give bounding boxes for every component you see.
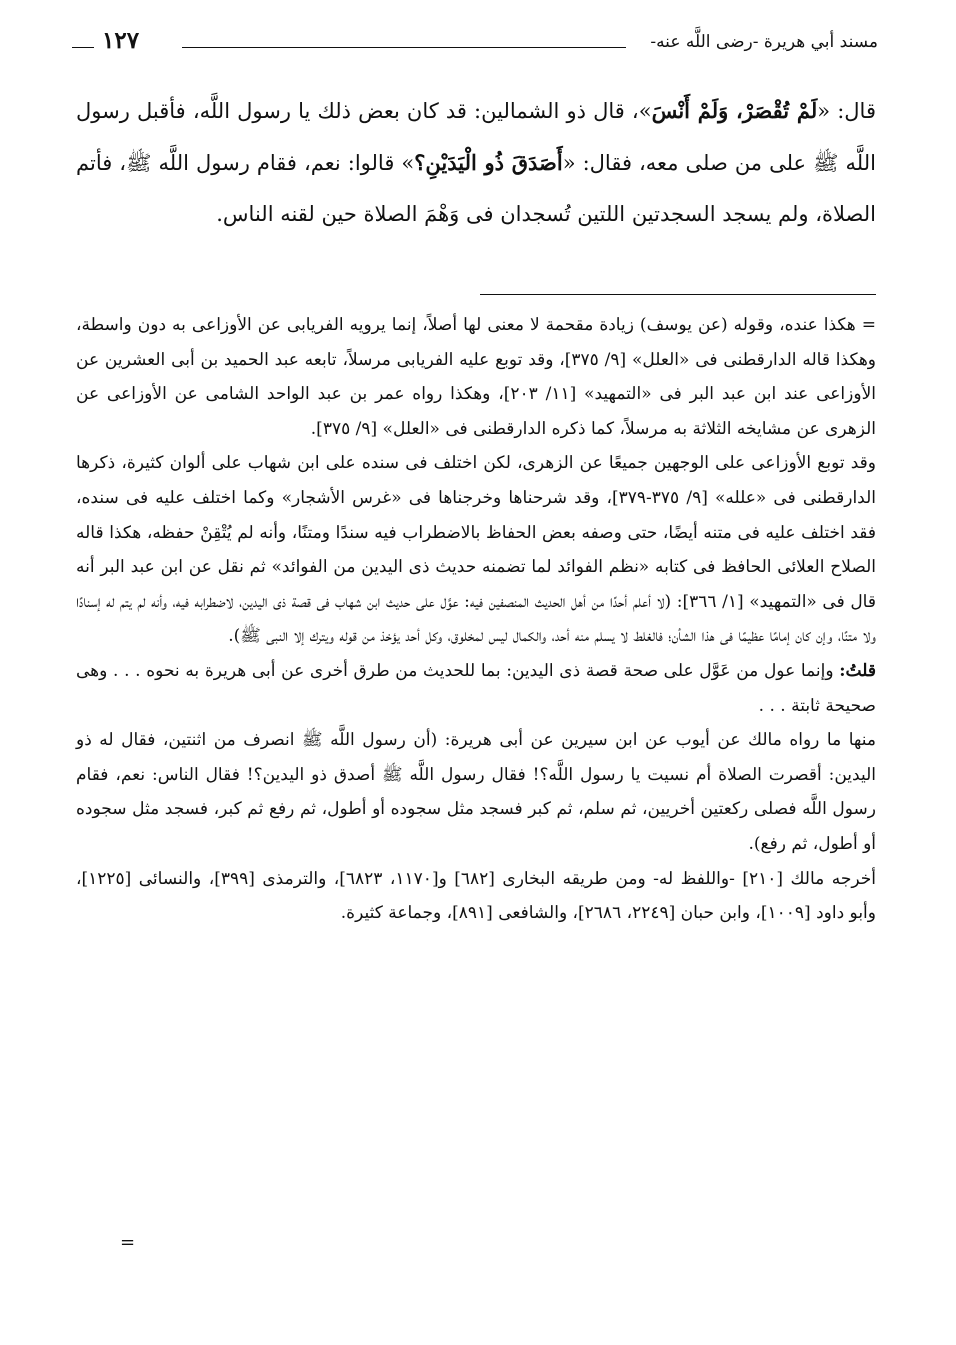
main-paragraph	[76, 85, 876, 240]
continuation-mark: =	[861, 315, 876, 335]
qultu-label: قلتُ:	[839, 660, 876, 681]
footnote-paragraph: أخرجه مالك [٢١٠] -واللفظ له- ومن طريقه البخارى [٦٨٢] و[١١٧٠، ٦٨٢٣]، والترمذى [٣٩٩]، والنسائى [١٢٢٥]، وأبو داود [١٠٠٩]، وابن حبان [٢٢٤٩، ٢٦٨٦]، والشافعى [٨٩١]، وجماعة كثيرة.	[76, 868, 876, 924]
main-text	[76, 85, 876, 240]
header-dash	[72, 47, 94, 48]
text-run: قال: «	[817, 99, 876, 123]
footnote-separator	[480, 294, 876, 295]
footnote-text: وإنما عول من عَوَّل على صحة قصة ذى اليدين: بما للحديث من طرق أخرى عن أبى هريرة به نحوه . . . وهى صحيحة ثابتة . . .	[76, 660, 876, 716]
header-rule	[182, 47, 626, 48]
prophet-quote: أَصَدَقَ ذُو الْيَدَيْنِ؟	[414, 150, 563, 175]
footnote-paragraph	[76, 308, 876, 446]
footnote-paragraph: منها ما رواه مالك عن أيوب عن ابن سيرين عن أبى هريرة: (أن رسول اللَّه ﷺ انصرف من اثنتين، فقال له ذو اليدين: أقصرت الصلاة أم نسيت يا رسول اللَّه؟! فقال رسول اللَّه ﷺ أصدق ذو اليدين؟! فقال الناس: نعم، فقام رسول اللَّه فصلى ركعتين أخريين، ثم سلم، ثم كبر فسجد مثل سجوده أو أطول، ثم رفع ثم كبر، فسجد مثل سجوده أو أطول، ثم رفع).	[76, 730, 876, 854]
prophet-quote: لَمْ تُقْصَرْ، وَلَمْ أَنْسَ	[651, 98, 818, 123]
continued-mark: =	[120, 1232, 136, 1253]
text-run: »، قال ذو الشمالين: قد كان بعض ذلك يا رسول اللَّه، فأقبل رسول اللَّه ﷺ على من صلى معه، فقال: «	[76, 99, 876, 175]
running-header	[72, 26, 878, 66]
page-number: ١٢٧	[102, 27, 140, 54]
header-title: مسند أبي هريرة -رضى اللَّه عنه-	[644, 32, 878, 52]
footnote-paragraph	[76, 654, 876, 723]
footnotes	[76, 308, 876, 931]
footnote-text: هكذا عنده، وقوله (عن يوسف) زيادة مقحمة لا معنى لها أصلاً، إنما يرويه الفريابى عن الأوزاعى به دون واسطة، وهكذا قاله الدارقطنى فى «العلل» [٩/ ٣٧٥]، وقد توبع عليه الفريابى مرسلاً، تابعه عبد الحميد بن أبى العشرين عن الأوزاعى عند ابن عبد البر فى «التمهيد» [١١/ ٢٠٣]، وهكذا رواه عمر بن عبد الواحد الشامى عن الأوزاعى عن الزهرى عن مشايخه الثلاثة به مرسلاً، كما ذكره الدارقطنى فى «العلل» [٩/ ٣٧٥].	[76, 315, 877, 439]
text-run: » قالوا: نعم، فقام رسول اللَّه ﷺ، فأتم الصلاة، ولم يسجد السجدتين اللتين تُسجدان فى وَهْمَ الصلاة حين لقنه الناس.	[76, 151, 876, 226]
footnote-paragraph: وقد توبع الأوزاعى على الوجهين جميعًا عن الزهرى، لكن اختلف فى سنده على ابن شهاب على ألوان كثيرة، ذكرها الدارقطنى فى «علله» [٩/ ٣٧٥-٣٧٩]، وقد شرحناها وخرجناها فى «غرس الأشجار» وكما اختلف عليه فى سنده، فقد اختلف عليه فى متنه أيضًا، حتى وصفه بعض الحفاظ بالاضطراب فيه سندًا ومتنًا، وأنه لم يُتْقِنْ حفظه، هكذا قاله الصلاح العلائى الحافظ فى كتابه «نظم الفوائد لما تضمنه حديث ذى اليدين من الفوائد» ثم نقل عن ابن عبد البر أنه قال فى «التمهيد» [١/ ٣٦٦]: (لا أعلم أحدًا من أهل الحديث المنصفين فيه: عوَّل على حديث ابن شهاب فى قصة ذى اليدين، لاضطرابه فيه، وأنه لم يتم له إسنادًا ولا متنًا، وإن كان إمامًا عظيمًا فى هذا الشأن؛ فالغلط لا يسلم منه أحد، والكمال ليس لمخلوق، وكل أحد يؤخذ من قوله ويترك إلا النبى ﷺ).	[76, 453, 876, 647]
